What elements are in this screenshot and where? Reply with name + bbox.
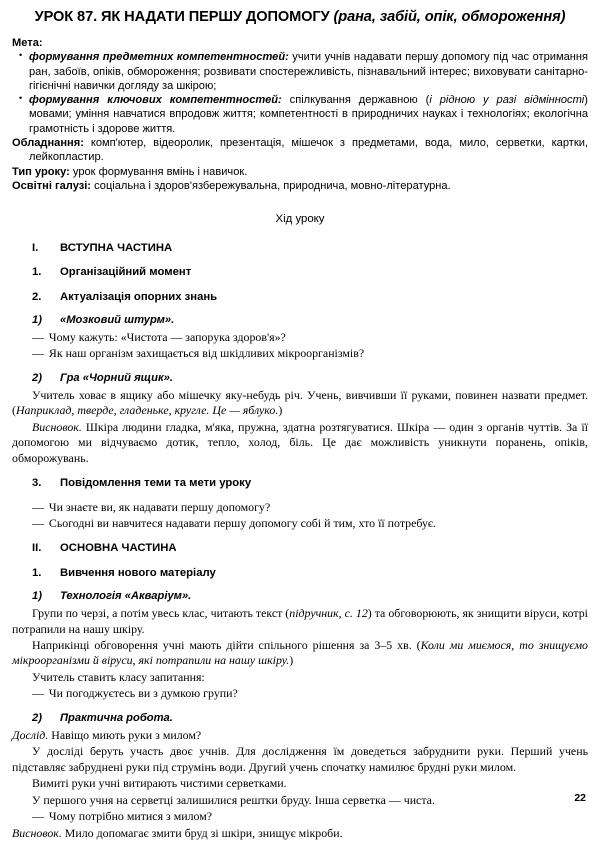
paragraph-napkin-result: У першого учня на серветці залишилися рештки бруду. Інша серветка — чиста. (32, 792, 435, 807)
em-dash-marker: — (32, 686, 44, 701)
section-title: ВСТУПНА ЧАСТИНА (60, 242, 173, 255)
educational-branches-line (12, 179, 588, 193)
question-line (12, 330, 588, 345)
paragraph-experiment-title (12, 728, 588, 743)
conclusion-text: Мило допомагає змити бруд зі шкіри, знищує мікроби. (61, 825, 343, 840)
em-dash-marker: — (32, 346, 44, 361)
activity-title: Практична робота. (60, 711, 173, 724)
subsection-marker: 2. (32, 290, 42, 303)
educational-branches-value: соціальна і здоров'язбережувальна, природнича, мовно-літературна. (91, 179, 451, 192)
conclusion-label: Висновок. (32, 419, 82, 434)
subsection-heading-organizational-moment (12, 265, 588, 279)
subsection-title: Актуалізація опорних знань (60, 290, 218, 303)
activity-title: Гра «Чорний ящик». (60, 371, 173, 384)
bullet-lead-label: формування ключових компетентностей: (29, 94, 282, 107)
subsection-title: Організаційний момент (60, 266, 192, 279)
lesson-type-value: урок формування вмінь і навичок. (69, 165, 248, 178)
em-dash-marker: — (32, 516, 44, 531)
paragraph-text-a: Групи по черзі, а потім увесь клас, читають текст ( (32, 606, 290, 621)
bullet-body-text-italic: і рідною у разі відмінності (429, 94, 585, 107)
activity-marker: 1) (32, 313, 42, 326)
question-line (12, 809, 588, 824)
paragraph-text-b: ) та обговорюють, як знищити віруси, котрі потрапили на нашу шкіру. (12, 606, 588, 636)
paragraph-text-b: ) (278, 403, 283, 418)
section-heading-part-1 (12, 241, 588, 255)
activity-marker: 2) (32, 711, 42, 724)
equipment-value: комп'ютер, відеоролик, презентація, мішечок з предметами, вода, мило, серветки, картки, лейкопластир. (29, 136, 588, 164)
equipment-line (12, 136, 588, 165)
paragraph-text-italic: Наприклад, тверде, гладеньке, кругле. Це — яблуко. (15, 403, 279, 418)
experiment-label: Дослід. (12, 727, 49, 742)
activity-marker: 2) (32, 371, 42, 384)
experiment-text: Навіщо миють руки з милом? (48, 727, 202, 742)
equipment-label: Обладнання: (12, 136, 84, 149)
question-line (12, 686, 588, 701)
paragraph-group-conclusion (12, 638, 588, 669)
page-title-subtitle: (рана, забій, опік, обмороження) (333, 9, 566, 25)
activity-marker: 1) (32, 589, 42, 602)
question-text: Чому потрібно митися з милом? (48, 809, 213, 824)
question-text: Чи знаєте ви, як надавати першу допомогу? (48, 499, 271, 514)
statement-line (12, 516, 588, 531)
bullet-body-text: учити учнів надавати першу допомогу під час отримання ран, забоїв, опіків, обмороження; розвивати спостережливість, пізнавальний інтерес; виховувати санітарно-гігієнічні навички догляду за шкірою; (29, 51, 588, 92)
activity-heading-practical-work (12, 711, 588, 725)
paragraph-text-b: ) (289, 653, 294, 668)
paragraph-text-a: Учитель ховає в ящику або мішечку яку-небудь річ. Учень, вивчивши її руками, повинен назвати предмет. ( (12, 387, 588, 418)
paragraph-conclusion-skin (12, 420, 588, 466)
goal-bullet-list (12, 50, 588, 136)
paragraph-text-a: Наприкінці обговорення учні мають дійти спільного рішення за 3–5 хв. ( (32, 637, 421, 652)
goal-bullet-subject-competencies (12, 50, 588, 93)
section-marker: II. (32, 542, 42, 555)
subsection-heading-new-material (12, 566, 588, 580)
goal-heading: Мета: (12, 36, 43, 49)
bullet-body-text-before: спілкування державною ( (281, 94, 430, 107)
paragraph-conclusion-soap (12, 826, 588, 841)
subsection-title: Вивчення нового матеріалу (60, 566, 216, 579)
activity-title: Технологія «Акваріум». (60, 589, 192, 602)
question-line (12, 346, 588, 361)
conclusion-label: Висновок. (12, 825, 62, 840)
paragraph-text-italic: Коли ми миємося, то знищуємо мікроорганізми й віруси, які потрапили на нашу шкіру. (12, 637, 589, 668)
paragraph-black-box-instructions (12, 388, 588, 419)
section-title: ОСНОВНА ЧАСТИНА (60, 542, 177, 555)
subsection-heading-knowledge-activation (12, 290, 588, 304)
section-marker: I. (32, 242, 39, 255)
paragraph-aquarium-reading (12, 606, 588, 637)
activity-heading-aquarium-technology (12, 589, 588, 603)
bullet-lead-label: формування предметних компетентностей: (29, 51, 289, 64)
question-text: Чи погоджуєтесь ви з думкою групи? (48, 686, 238, 701)
subsection-title: Повідомлення теми та мети уроку (60, 477, 252, 490)
subsection-marker: 1. (32, 266, 42, 279)
subsection-heading-topic-announcement (12, 476, 588, 490)
em-dash-marker: — (32, 499, 44, 514)
question-text: Як наш організм захищається від шкідливих мікроорганізмів? (48, 346, 365, 361)
educational-branches-label: Освітні галузі: (12, 179, 92, 192)
page-title (12, 9, 588, 26)
subsection-marker: 3. (32, 477, 42, 490)
paragraph-teacher-asks: Учитель ставить класу запитання: (32, 669, 205, 684)
lesson-type-line (12, 165, 588, 179)
question-text: Чому кажуть: «Чистота — запорука здоров'я»? (48, 329, 286, 344)
lesson-type-label: Тип уроку: (12, 165, 70, 178)
page-number: 22 (574, 792, 586, 804)
paragraph-experiment-procedure: У досліді беруть участь двоє учнів. Для дослідження їм доведеться забруднити руки. Перший учень підставляє забруднені руки під струмінь води. Другий учень спочатку намилює брудні руки милом. (12, 744, 588, 774)
subsection-marker: 1. (32, 566, 42, 579)
activity-heading-brainstorm (12, 313, 588, 327)
conclusion-text: Шкіра людини гладка, м'яка, пружна, здатна розтягуватися. Шкіра — один з органів чуттів. За її допомогою ми відчуваємо дотик, тепло, холод, біль. Це дає можливість уникнути поранень, опіків, обморожувань. (12, 419, 588, 465)
page-title-main: УРОК 87. ЯК НАДАТИ ПЕРШУ ДОПОМОГУ (34, 9, 334, 25)
activity-heading-black-box-game (12, 371, 588, 385)
course-of-lesson-heading: Хід уроку (275, 213, 325, 226)
activity-title: «Мозковий штурм». (60, 313, 175, 326)
statement-text: Сьогодні ви навчитеся надавати першу допомогу собі й тим, хто її потребує. (48, 516, 437, 531)
question-line (12, 500, 588, 515)
em-dash-marker: — (32, 809, 44, 824)
section-heading-part-2 (12, 541, 588, 555)
em-dash-marker: — (32, 329, 44, 344)
goal-bullet-key-competencies (12, 93, 588, 136)
lesson-body (12, 241, 588, 841)
bullet-body-text-after: ) мовами; уміння навчатися впродовж життя; компетентності в природничих науках і технологіях; екологічна грамотність і здорове життя. (29, 94, 588, 135)
textbook-reference: підручник, с. 12 (289, 606, 368, 621)
lesson-metadata (12, 36, 588, 193)
paragraph-drying-hands: Вимиті руки учні витирають чистими серветками. (32, 776, 287, 791)
